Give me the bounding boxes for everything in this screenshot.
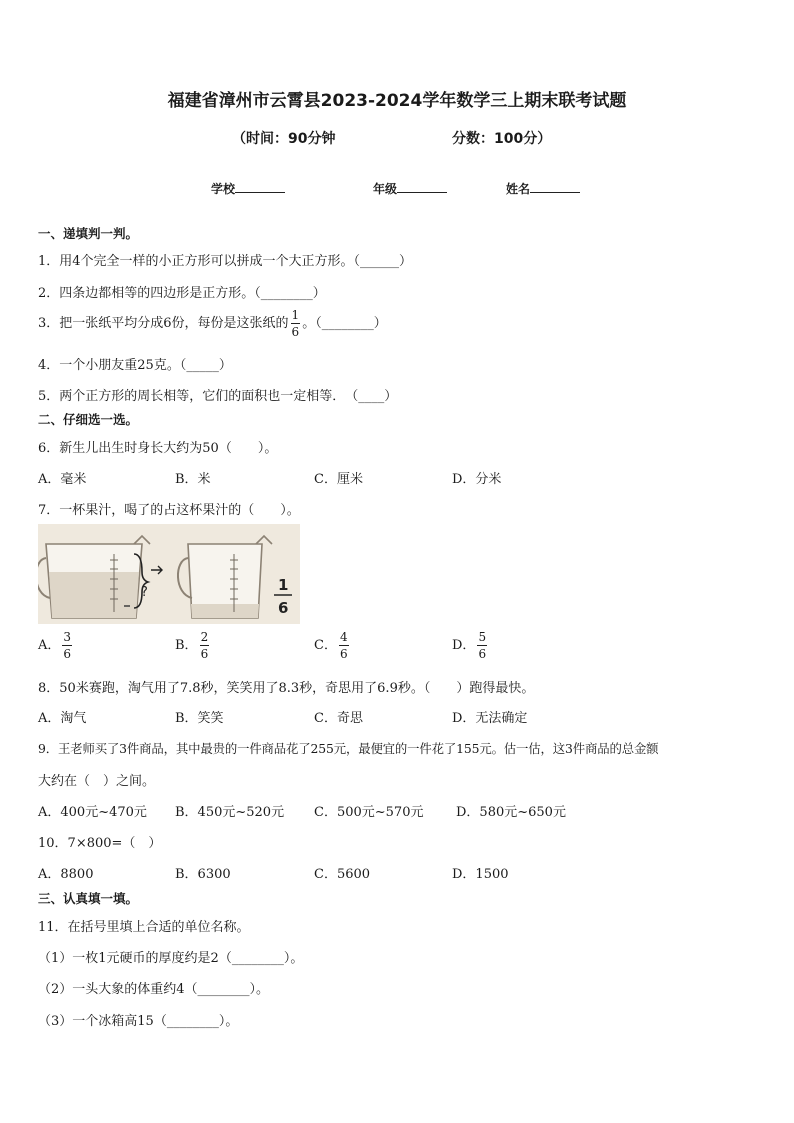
- fraction-numerator: 1: [291, 308, 300, 322]
- question-6: 6．新生儿出生时身长大约为50（ ）。: [38, 441, 278, 456]
- q10-option-c[interactable]: C．5600: [314, 867, 371, 882]
- fraction-numerator: 5: [478, 630, 487, 644]
- section-2-heading: 二、仔细选一选。: [38, 412, 139, 427]
- section-3-heading: 三、认真填一填。: [38, 891, 139, 906]
- fraction-denominator: 6: [63, 647, 72, 661]
- figure-fraction-denominator: 6: [278, 599, 289, 617]
- question-10: 10．7×800=（ ）: [38, 836, 162, 851]
- question-1: 1．用4个完全一样的小正方形可以拼成一个大正方形。（______）: [38, 254, 413, 269]
- question-5: 5．两个正方形的周长相等，它们的面积也一定相等． （____）: [38, 389, 398, 404]
- option-fraction: [200, 631, 210, 660]
- option-label: A．: [38, 638, 61, 653]
- question-7: 7．一杯果汁，喝了的占这杯果汁的（ ）。: [38, 503, 300, 518]
- q9-option-d[interactable]: D．580元~650元: [456, 805, 566, 820]
- school-blank[interactable]: [235, 180, 285, 193]
- fraction-denominator: 6: [478, 647, 487, 661]
- option-fraction: [339, 631, 349, 660]
- juice-cups-figure: [38, 524, 300, 624]
- fraction-denominator: 6: [291, 325, 300, 339]
- question-3-fraction: [291, 309, 301, 338]
- q7-option-a[interactable]: [38, 631, 74, 660]
- question-2: 2．四条边都相等的四边形是正方形。（________）: [38, 286, 326, 301]
- question-11: 11．在括号里填上合适的单位名称。: [38, 920, 250, 935]
- q6-option-a[interactable]: A．毫米: [38, 472, 87, 487]
- q10-option-a[interactable]: A．8800: [38, 867, 94, 882]
- grade-field[interactable]: [373, 180, 447, 197]
- question-9-line-1: 9．王老师买了3件商品，其中最贵的一件商品花了255元，最便宜的一件花了155元。估一估，这3件商品的总金额: [38, 741, 659, 756]
- question-3-blank: 。（________）: [302, 316, 387, 331]
- q10-option-d[interactable]: D．1500: [452, 867, 509, 882]
- question-11-part-1: （1）一枚1元硬币的厚度约是2（________）。: [38, 951, 304, 966]
- option-fraction: [477, 631, 487, 660]
- option-label: D．: [452, 638, 476, 653]
- q7-option-d[interactable]: [452, 631, 489, 660]
- q8-option-c[interactable]: C．奇思: [314, 711, 363, 726]
- exam-time: （时间：90分钟: [232, 131, 336, 147]
- q7-option-c[interactable]: [314, 631, 351, 660]
- q8-option-b[interactable]: B．笑笑: [175, 711, 224, 726]
- section-1-heading: 一、递填判一判。: [38, 226, 139, 241]
- question-8: 8．50米赛跑，淘气用了7.8秒，笑笑用了8.3秒，奇思用了6.9秒。（ ）跑得最快。: [38, 681, 535, 696]
- name-blank[interactable]: [530, 180, 580, 193]
- q9-option-b[interactable]: B．450元~520元: [175, 805, 285, 820]
- option-fraction: [62, 631, 72, 660]
- question-mark-label: ?: [141, 585, 148, 600]
- option-label: C．: [314, 638, 337, 653]
- question-3-text: 3．把一张纸平均分成6份，每份是这张纸的: [38, 316, 289, 331]
- exam-score: 分数：100分）: [452, 131, 552, 147]
- q8-option-a[interactable]: A．淘气: [38, 711, 87, 726]
- figure-fraction-numerator: 1: [278, 576, 289, 594]
- empty-cup: [178, 536, 272, 618]
- grade-label: 年级: [373, 182, 398, 196]
- q7-option-b[interactable]: [175, 631, 211, 660]
- fraction-numerator: 2: [200, 630, 209, 644]
- q9-option-a[interactable]: A．400元~470元: [38, 805, 147, 820]
- school-field[interactable]: [211, 180, 285, 197]
- q8-option-d[interactable]: D．无法确定: [452, 711, 528, 726]
- q6-option-b[interactable]: B．米: [175, 472, 211, 487]
- q10-option-b[interactable]: B．6300: [175, 867, 231, 882]
- q6-option-d[interactable]: D．分米: [452, 472, 502, 487]
- fraction-denominator: 6: [339, 647, 348, 661]
- name-field[interactable]: [506, 180, 580, 197]
- question-11-part-3: （3）一个冰箱高15（________）。: [38, 1014, 239, 1029]
- page-title: 福建省漳州市云霄县2023-2024学年数学三上期末联考试题: [167, 91, 627, 111]
- q6-option-c[interactable]: C．厘米: [314, 472, 363, 487]
- school-label: 学校: [211, 182, 236, 196]
- grade-blank[interactable]: [397, 180, 447, 193]
- fraction-numerator: 3: [63, 630, 72, 644]
- question-11-part-2: （2）一头大象的体重约4（________）。: [38, 982, 270, 997]
- name-label: 姓名: [506, 182, 531, 196]
- measuring-cups-illustration: [38, 524, 300, 624]
- full-cup: [38, 536, 150, 618]
- fraction-numerator: 4: [339, 630, 348, 644]
- option-label: B．: [175, 638, 198, 653]
- fraction-denominator: 6: [200, 647, 209, 661]
- question-9-line-2: 大约在（ ）之间。: [38, 774, 156, 789]
- question-4: 4．一个小朋友重25克。（_____）: [38, 358, 232, 373]
- q9-option-c[interactable]: C．500元~570元: [314, 805, 424, 820]
- question-3: [38, 309, 387, 338]
